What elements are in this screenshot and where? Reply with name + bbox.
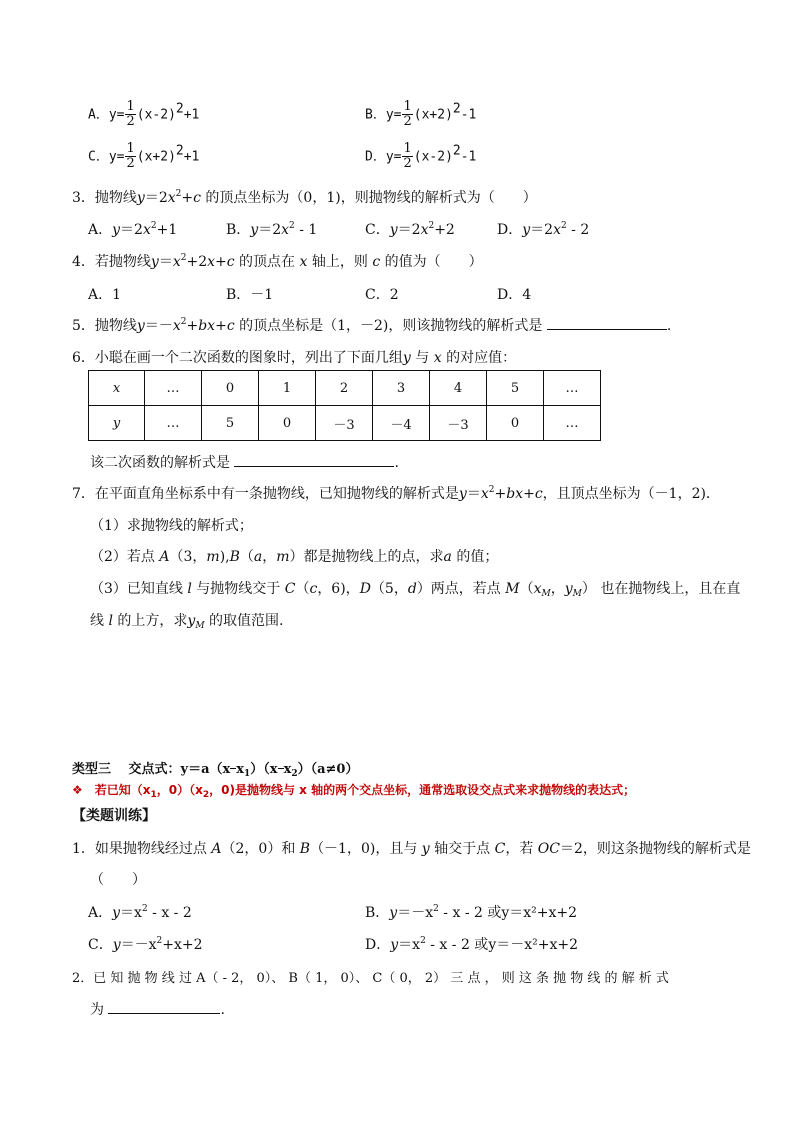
- table-header-x: x: [89, 371, 145, 406]
- table-row-y: [89, 406, 601, 441]
- table-cell: 1: [259, 371, 316, 406]
- table-cell: －3: [316, 406, 373, 441]
- t1-option-a: A．$y=x^2 - x - 2$: [88, 904, 192, 921]
- q4-option-d: D．4: [497, 287, 532, 303]
- q3-stem: 3．抛物线$y=2x^2+c$ 的顶点坐标为（0，1)，则抛物线的解析式为（ ）: [72, 189, 537, 206]
- q3-option-d: D．$y=2x^2 - 2$: [497, 221, 590, 238]
- q2-option-a: A．y= $\frac{1}{2}$ $(x-2)^2+1$: [88, 99, 200, 129]
- q4-option-a: A．1: [88, 287, 122, 303]
- q3-option-a: A．$y=2x^2+1$: [88, 221, 178, 238]
- table-cell: 5: [487, 371, 544, 406]
- table-cell: －4: [373, 406, 430, 441]
- q7-part1: （1）求抛物线的解析式；: [90, 518, 253, 534]
- table-cell: 0: [487, 406, 544, 441]
- t1-option-d: D．$y=x^2 - x - 2$ 或y＝－x²+x+2: [365, 936, 578, 953]
- t2-stem: 2．已 知 抛 物 线 过 A（ - 2， 0）、 B（ 1， 0）、 C（ 0， 2） 三 点 ， 则 这 条 抛 物 线 的 解 析 式: [72, 971, 669, 986]
- answer-blank[interactable]: [547, 317, 667, 330]
- q6-stem: 6．小聪在画一个二次函数的图象时，列出了下面几组y 与 x 的对应值：: [72, 350, 517, 366]
- q7-part3: （3）已知直线 l 与抛物线交于 C（c，6)，D（5，d）两点，若点 $M(x_M$，$y_M$） 也在抛物线上，且在直: [90, 581, 741, 599]
- q6-answer: 该二次函数的解析式是 .: [90, 455, 399, 471]
- q4-option-b: B．－1: [226, 287, 274, 303]
- t2-answer: 为 .: [90, 1002, 225, 1018]
- table-cell: 4: [430, 371, 487, 406]
- value-table: [88, 370, 601, 441]
- q7-stem: 7．在平面直角坐标系中有一条抛物线，已知抛物线的解析式是$y=x^2+bx+c$，且顶点坐标为（－1，2)．: [72, 485, 720, 502]
- table-cell: 5: [202, 406, 259, 441]
- table-cell: …: [145, 371, 202, 406]
- table-cell: 3: [373, 371, 430, 406]
- table-cell: －3: [430, 406, 487, 441]
- t1-option-b: B．$y=-x^2 - x - 2$ 或y＝x²+x+2: [365, 904, 578, 921]
- table-cell: 0: [259, 406, 316, 441]
- fraction: $\frac{1}{2}$: [403, 141, 412, 171]
- q2-option-b: B．y= $\frac{1}{2}$ $(x+2)^2-1$: [365, 99, 477, 129]
- t1-paren: （ ）: [90, 872, 146, 888]
- q7-part3-cont: 线 l 的上方，求$y_M$ 的取值范围.: [90, 613, 284, 631]
- section-title: 类型三 交点式：y＝a（x $x_1)(x$ $x_2)(a\ne 0)$: [72, 762, 359, 779]
- table-cell: 2: [316, 371, 373, 406]
- q2-option-c: C．y= $\frac{1}{2}$ $(x+2)^2+1$: [88, 141, 200, 171]
- table-cell: …: [544, 406, 601, 441]
- answer-blank[interactable]: [234, 454, 394, 467]
- table-cell: 0: [202, 371, 259, 406]
- q7-part2: （2）若点 A（3，m),B（a，m）都是抛物线上的点，求a 的值；: [90, 549, 499, 565]
- training-heading: 【类题训练】: [72, 808, 156, 824]
- q5-stem: 5．抛物线$y=-x^2+bx+c$ 的顶点坐标是（1，－2)，则该抛物线的解析式是 .: [72, 317, 672, 334]
- table-header-y: y: [89, 406, 145, 441]
- q3-option-b: B．$y=2x^2 - 1$: [226, 221, 318, 238]
- table-cell: …: [145, 406, 202, 441]
- q2-option-d: D．y= $\frac{1}{2}$ $(x-2)^2-1$: [365, 141, 477, 171]
- q3-option-c: C．$y=2x^2+2$: [365, 221, 455, 238]
- answer-blank[interactable]: [108, 1001, 220, 1014]
- fraction: $\frac{1}{2}$: [403, 99, 412, 129]
- table-cell: …: [544, 371, 601, 406]
- t1-stem: 1．如果抛物线经过点 A（2，0）和 B（－1，0)，且与 y 轴交于点 C，若 OC＝2，则这条抛物线的解析式是: [72, 841, 751, 857]
- section-note: ❖ 若已知（$x_1$，$0)(x_2$，0)是抛物线与 x 轴的两个交点坐标，通常选取设交点式来求抛物线的表达式；: [72, 783, 636, 800]
- t1-option-c: C．$y=-x^2+x+2$: [88, 936, 203, 953]
- table-row-x: [89, 371, 601, 406]
- fraction: $\frac{1}{2}$: [126, 141, 135, 171]
- fraction: $\frac{1}{2}$: [126, 99, 135, 129]
- q4-option-c: C．2: [365, 287, 399, 303]
- diamond-icon: ❖: [72, 783, 83, 797]
- q4-stem: 4．若抛物线$y=x^2+2x+c$ 的顶点在 x 轴上，则 c 的值为（ ）: [72, 253, 483, 270]
